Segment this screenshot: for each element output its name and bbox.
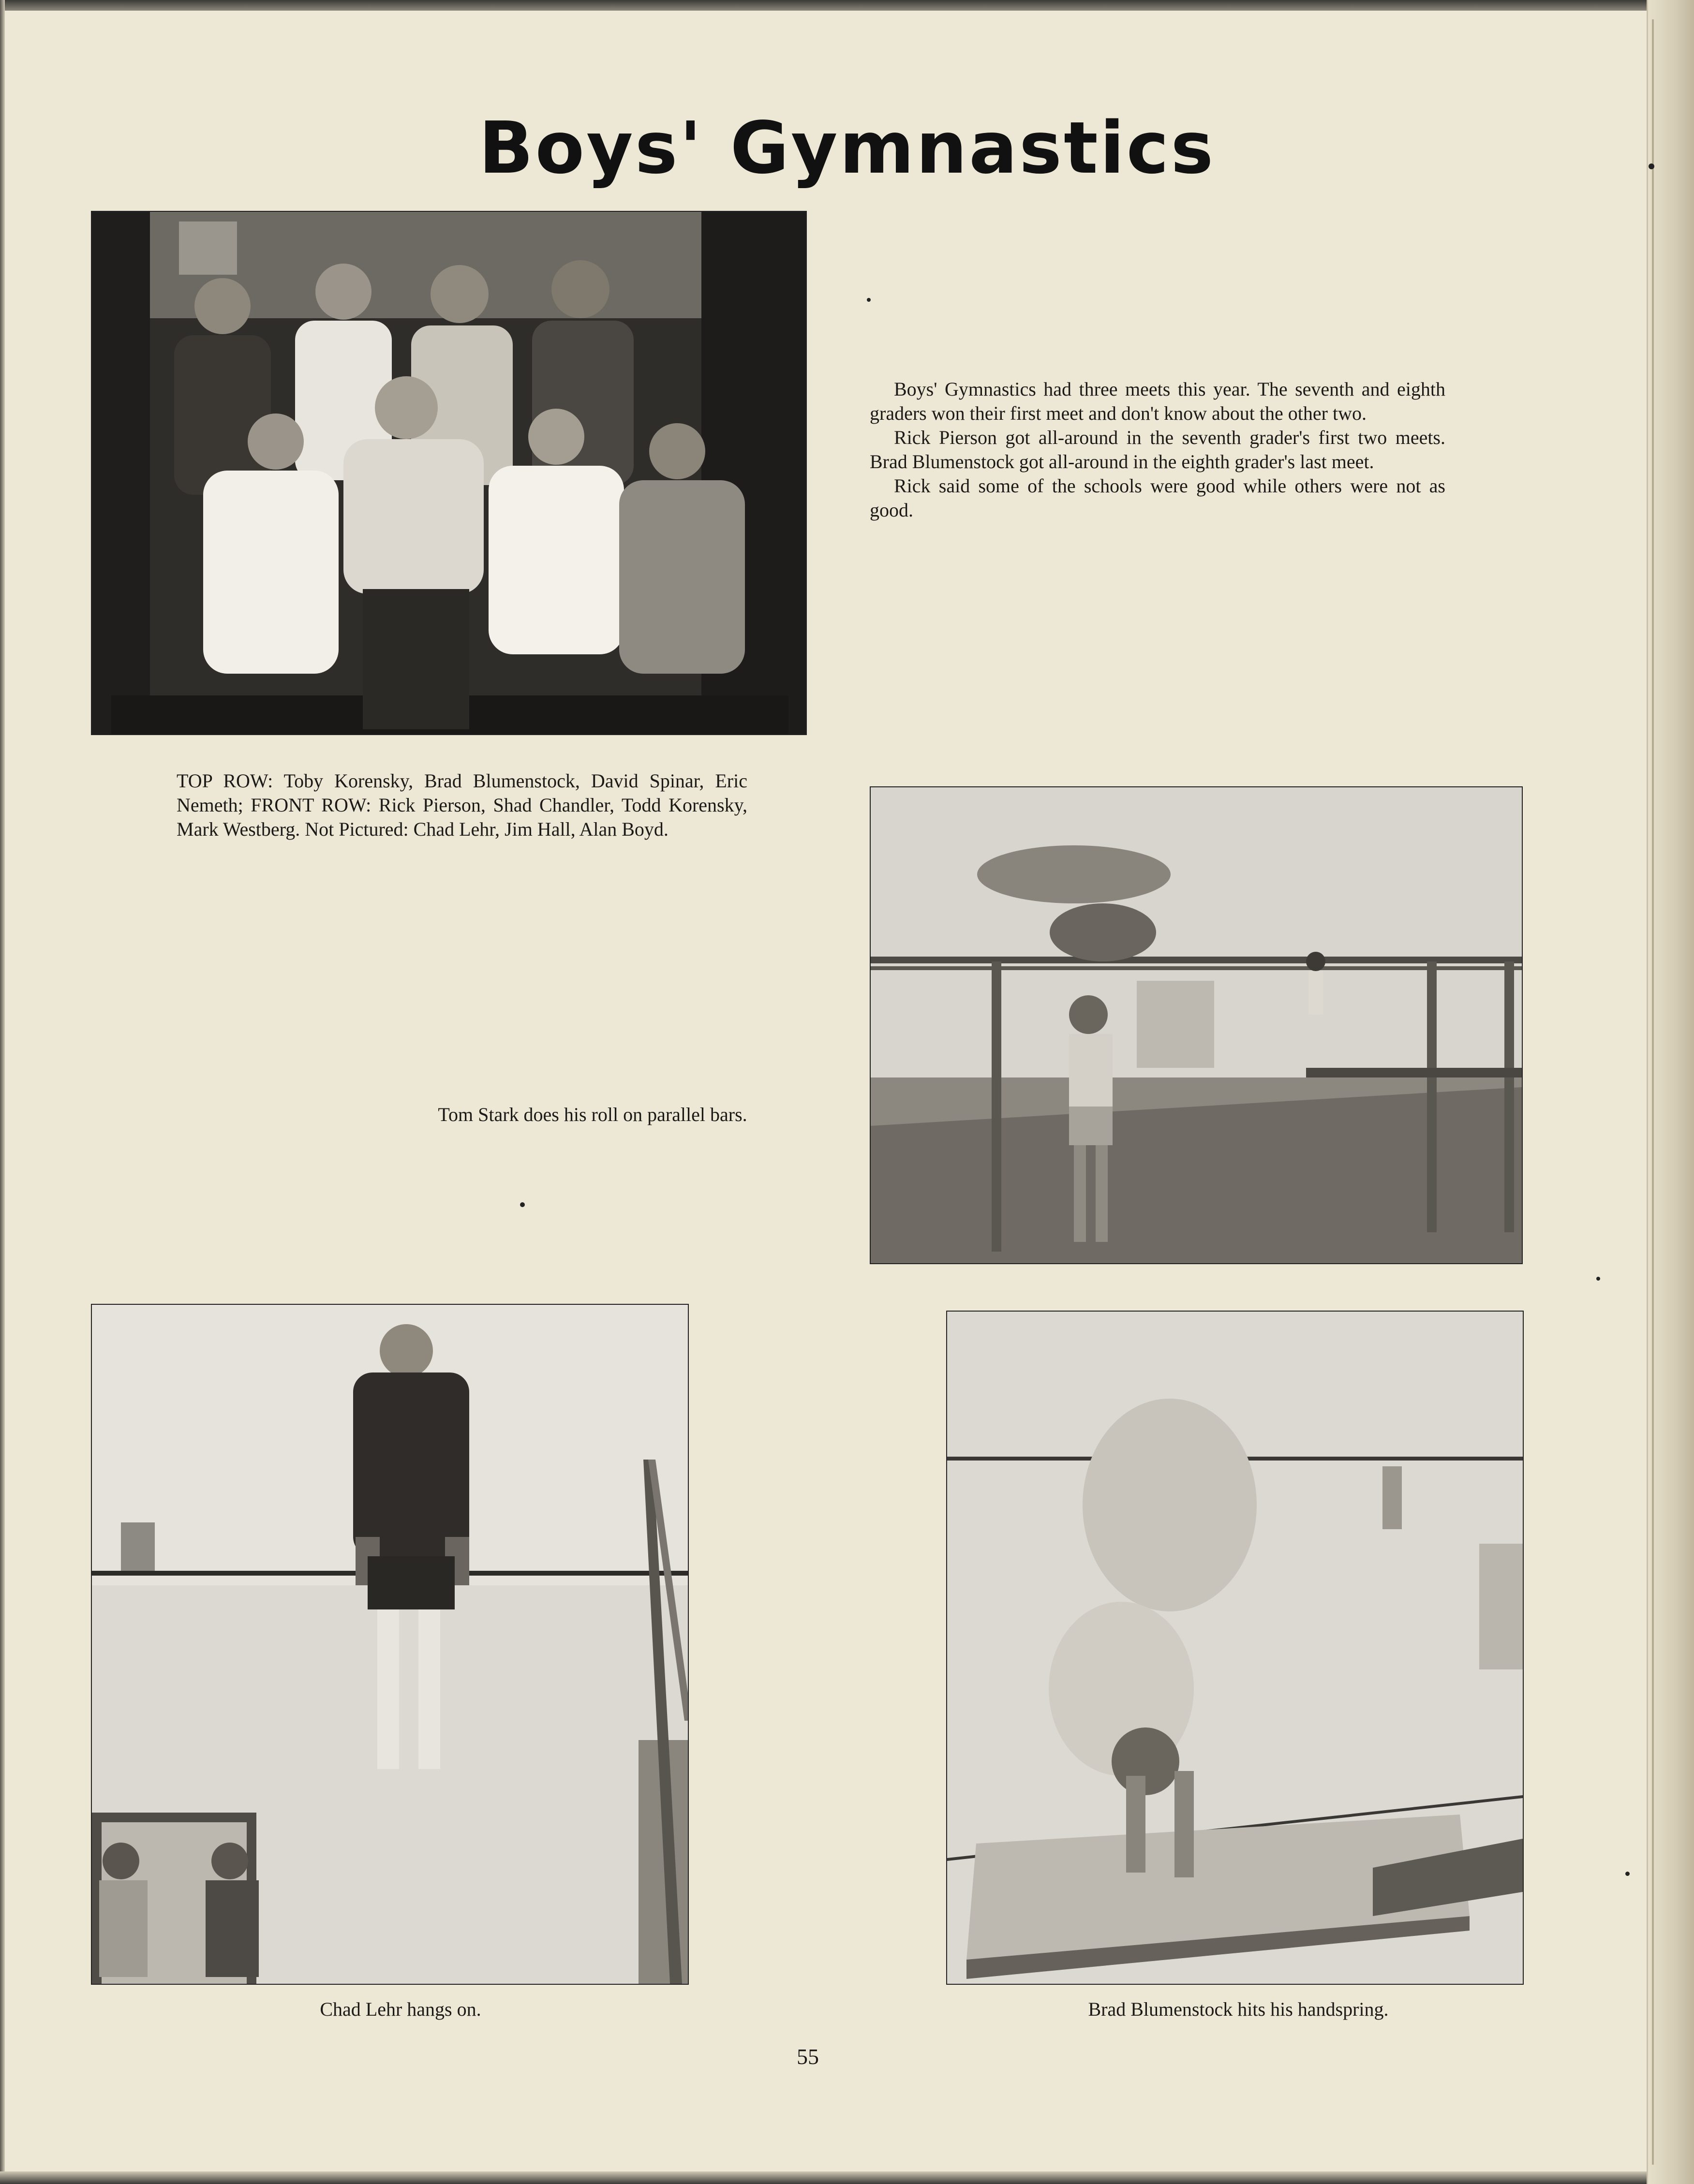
handspring-caption: Brad Blumenstock hits his handspring. xyxy=(1088,1998,1389,2020)
page-edge-bottom xyxy=(0,2171,1694,2184)
binding-crease xyxy=(1652,19,1654,2165)
book-binding xyxy=(1647,0,1694,2184)
page-edge-left xyxy=(0,0,5,2184)
page-edge-top xyxy=(0,0,1694,11)
page-title: Boys' Gymnastics xyxy=(478,106,1216,190)
page-number: 55 xyxy=(797,2044,819,2069)
handspring-photo xyxy=(946,1311,1524,1985)
parallel-bars-caption: Tom Stark does his roll on parallel bars. xyxy=(438,1104,747,1125)
article-text xyxy=(870,377,1445,522)
team-roster-caption: TOP ROW: Toby Korensky, Brad Blumenstock, David Spinar, Eric Nemeth; FRONT ROW: Rick Pierson, Shad Chandler, Todd Korensky, Mark Westberg. Not Pictured: Chad Lehr, Jim Hall, Alan Boyd. xyxy=(177,770,747,840)
article-paragraph: Rick Pierson got all-around in the seventh grader's first two meets. Brad Blumenstock got all-around in the eighth grader's last meet. xyxy=(870,427,1445,472)
parallel-bars-photo xyxy=(870,786,1523,1264)
paper-speck xyxy=(520,1202,525,1207)
paper-speck xyxy=(867,298,871,302)
article-paragraph: Rick said some of the schools were good while others were not as good. xyxy=(870,475,1445,521)
paper-speck xyxy=(1649,163,1654,169)
team-photo xyxy=(91,211,807,735)
paper-speck xyxy=(1596,1277,1600,1281)
paper-speck xyxy=(1625,1872,1630,1876)
high-bar-photo xyxy=(91,1304,689,1985)
high-bar-caption: Chad Lehr hangs on. xyxy=(320,1998,481,2020)
article-paragraph: Boys' Gymnastics had three meets this year. The seventh and eighth graders won their first meet and don't know about the other two. xyxy=(870,378,1445,424)
